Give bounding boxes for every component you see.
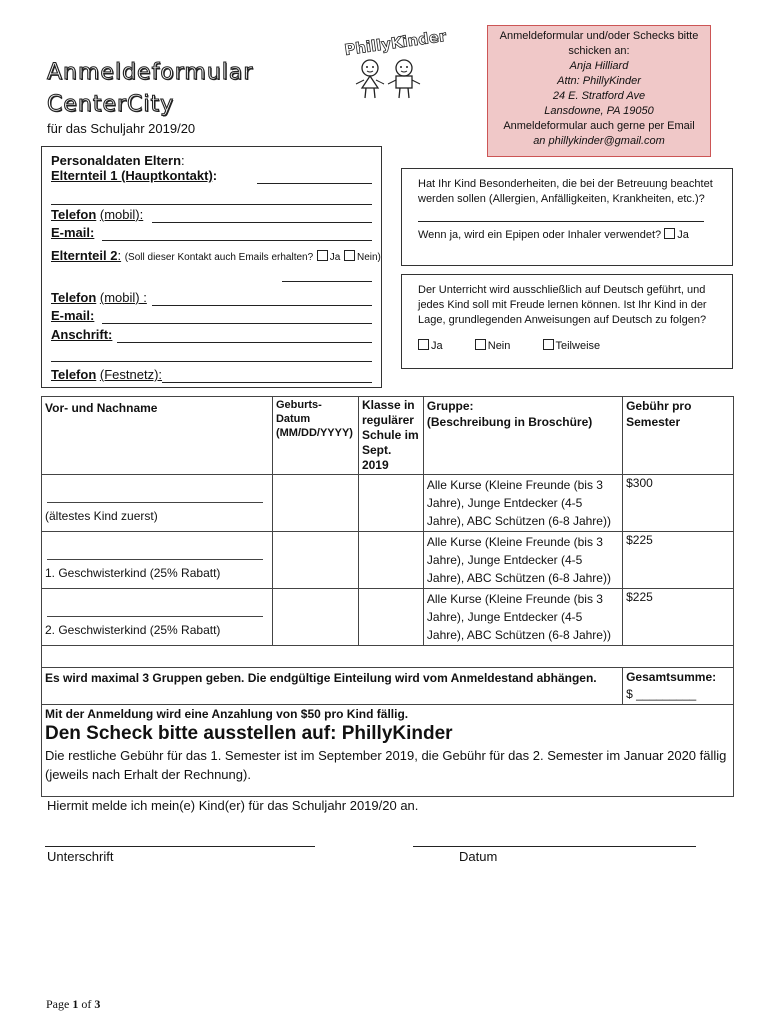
- child3-dob-cell[interactable]: [272, 589, 358, 646]
- special-needs-field[interactable]: [418, 221, 704, 222]
- total-row: [42, 668, 734, 705]
- child2-group-cell: Alle Kurse (Kleine Freunde (bis 3 Jahre), Junge Entdecker (4-5 Jahre), ABC Schützen (6-8 Jahre)): [423, 532, 622, 589]
- table-row: [42, 589, 734, 646]
- parent1-phone-field[interactable]: [152, 222, 372, 223]
- german-question: Der Unterricht wird ausschließlich auf Deutsch geführt, und jedes Kind soll mit Freude lernen können. Ist Ihr Kind in der Lage, grundlegenden Anweisungen auf Deutsch zu folgen?: [418, 284, 707, 326]
- col-fee-header: Gebühr pro Semester: [623, 397, 734, 475]
- child3-group-cell: Alle Kurse (Kleine Freunde (bis 3 Jahre), Junge Entdecker (4-5 Jahre), ABC Schützen (6-8 Jahre)): [423, 589, 622, 646]
- landline-field[interactable]: [162, 382, 372, 383]
- address-label: Anschrift:: [51, 327, 113, 342]
- col-group-header: Gruppe: (Beschreibung in Broschüre): [423, 397, 622, 475]
- child2-dob-cell[interactable]: [272, 532, 358, 589]
- col-dob-header: Geburts- Datum (MM/DD/YYYY): [272, 397, 358, 475]
- parents-section: [41, 146, 382, 388]
- address-email: an phillykinder@gmail.com: [533, 135, 665, 147]
- child2-fee-cell: $225: [623, 532, 734, 589]
- german-options: Ja Nein Teilweise: [418, 339, 716, 354]
- signature-field[interactable]: [45, 846, 315, 847]
- address-field[interactable]: [117, 342, 372, 343]
- parent2-phone-field[interactable]: [152, 305, 372, 306]
- date-field[interactable]: [413, 846, 696, 847]
- german-yes-checkbox[interactable]: [418, 339, 429, 350]
- parents-section-title: Personaldaten Eltern:: [51, 153, 185, 168]
- landline-label: Telefon (Festnetz):: [51, 367, 163, 382]
- address-line1: Anmeldeformular und/oder Schecks bitte: [499, 30, 699, 42]
- child3-name-cell[interactable]: 2. Geschwisterkind (25% Rabatt): [42, 589, 273, 646]
- german-partly-checkbox[interactable]: [543, 339, 554, 350]
- parent1-email-label: E-mail:: [51, 225, 95, 240]
- epipen-question: Wenn ja, wird ein Epipen oder Inhaler verwendet? Ja: [418, 229, 689, 241]
- parent1-name-field[interactable]: [257, 183, 372, 184]
- german-no-checkbox[interactable]: [475, 339, 486, 350]
- school-year: für das Schuljahr 2019/20: [47, 121, 196, 136]
- parent2-name-field[interactable]: [282, 281, 372, 282]
- child3-grade-cell[interactable]: [358, 589, 423, 646]
- col-grade-header: Klasse in regulärer Schule im Sept. 2019: [358, 397, 423, 475]
- special-needs-box: [401, 168, 733, 266]
- epipen-yes-checkbox[interactable]: [664, 228, 675, 239]
- address-box: [487, 25, 711, 157]
- parent2-email-no-checkbox[interactable]: [344, 250, 355, 261]
- table-spacer-row: [42, 646, 734, 668]
- logo-text: PhillyKinder: [343, 26, 448, 60]
- child1-group-cell: Alle Kurse (Kleine Freunde (bis 3 Jahre), Junge Entdecker (4-5 Jahre), ABC Schützen (6-8 Jahre)): [423, 475, 622, 532]
- child3-fee-cell: $225: [623, 589, 734, 646]
- child1-grade-cell[interactable]: [358, 475, 423, 532]
- child1-dob-cell[interactable]: [272, 475, 358, 532]
- address-street: 24 E. Stratford Ave: [552, 90, 646, 102]
- table-row: [42, 532, 734, 589]
- parent2-email-field[interactable]: [102, 323, 372, 324]
- parent1-email-field[interactable]: [102, 240, 372, 241]
- form-title-line2: CenterCity: [47, 92, 175, 117]
- form-title-line1: Anmeldeformular: [47, 60, 254, 85]
- address-line2: schicken an:: [568, 45, 630, 57]
- address-city: Lansdowne, PA 19050: [544, 105, 654, 117]
- parent2-email-label: E-mail:: [51, 308, 95, 323]
- address-email-line: Anmeldeformular auch gerne per Email: [503, 120, 695, 132]
- date-label: Datum: [459, 849, 498, 864]
- german-box: [401, 274, 733, 369]
- deposit-note: Mit der Anmeldung wird eine Anzahlung von $50 pro Kind fällig.: [45, 707, 409, 721]
- table-row: [42, 475, 734, 532]
- phillykinder-logo: [338, 26, 448, 101]
- child1-fee-cell: $300: [623, 475, 734, 532]
- children-table: [41, 396, 734, 797]
- check-payable: Den Scheck bitte ausstellen auf: PhillyKinder: [45, 723, 453, 744]
- address-attn: Attn: PhillyKinder: [557, 75, 641, 87]
- children-icon: [350, 58, 426, 100]
- special-needs-question: Hat Ihr Kind Besonderheiten, die bei der Betreuung beachtet werden sollen (Allergien, Anfälligkeiten, Krankheiten, etc.)?: [418, 178, 713, 205]
- parent1-label: Elternteil 1 (Hauptkontakt):: [51, 168, 218, 183]
- child2-name-cell[interactable]: 1. Geschwisterkind (25% Rabatt): [42, 532, 273, 589]
- child2-grade-cell[interactable]: [358, 532, 423, 589]
- col-name-header: Vor- und Nachname: [42, 397, 273, 475]
- remaining-fee-note: Die restliche Gebühr für das 1. Semester ist im September 2019, die Gebühr für das 2. Semester im Januar 2020 fällig (jeweils nach Erhalt der Rechnung).: [45, 748, 727, 782]
- parent1-phone-label: Telefon (mobil):: [51, 207, 144, 222]
- payment-cell: [42, 705, 734, 797]
- max-groups-note: Es wird maximal 3 Gruppen geben. Die endgültige Einteilung wird vom Anmeldestand abhängen.: [42, 668, 623, 705]
- child1-name-cell[interactable]: (ältestes Kind zuerst): [42, 475, 273, 532]
- address-name: Anja Hilliard: [569, 60, 629, 72]
- table-header-row: [42, 397, 734, 475]
- total-cell[interactable]: Gesamtsumme: $ _________: [623, 668, 734, 705]
- parent2-label: Elternteil 2: (Soll dieser Kontakt auch Emails erhalten? Ja Nein): [51, 248, 381, 263]
- page-number: Page 1 of 3: [46, 997, 101, 1011]
- parent2-email-yes-checkbox[interactable]: [317, 250, 328, 261]
- parent2-phone-label: Telefon (mobil) :: [51, 290, 147, 305]
- payment-row: [42, 705, 734, 797]
- address-field-2[interactable]: [51, 361, 372, 362]
- parent1-name-field-2[interactable]: [51, 204, 372, 205]
- signature-label: Unterschrift: [47, 849, 114, 864]
- registration-statement: Hiermit melde ich mein(e) Kind(er) für das Schuljahr 2019/20 an.: [47, 798, 419, 813]
